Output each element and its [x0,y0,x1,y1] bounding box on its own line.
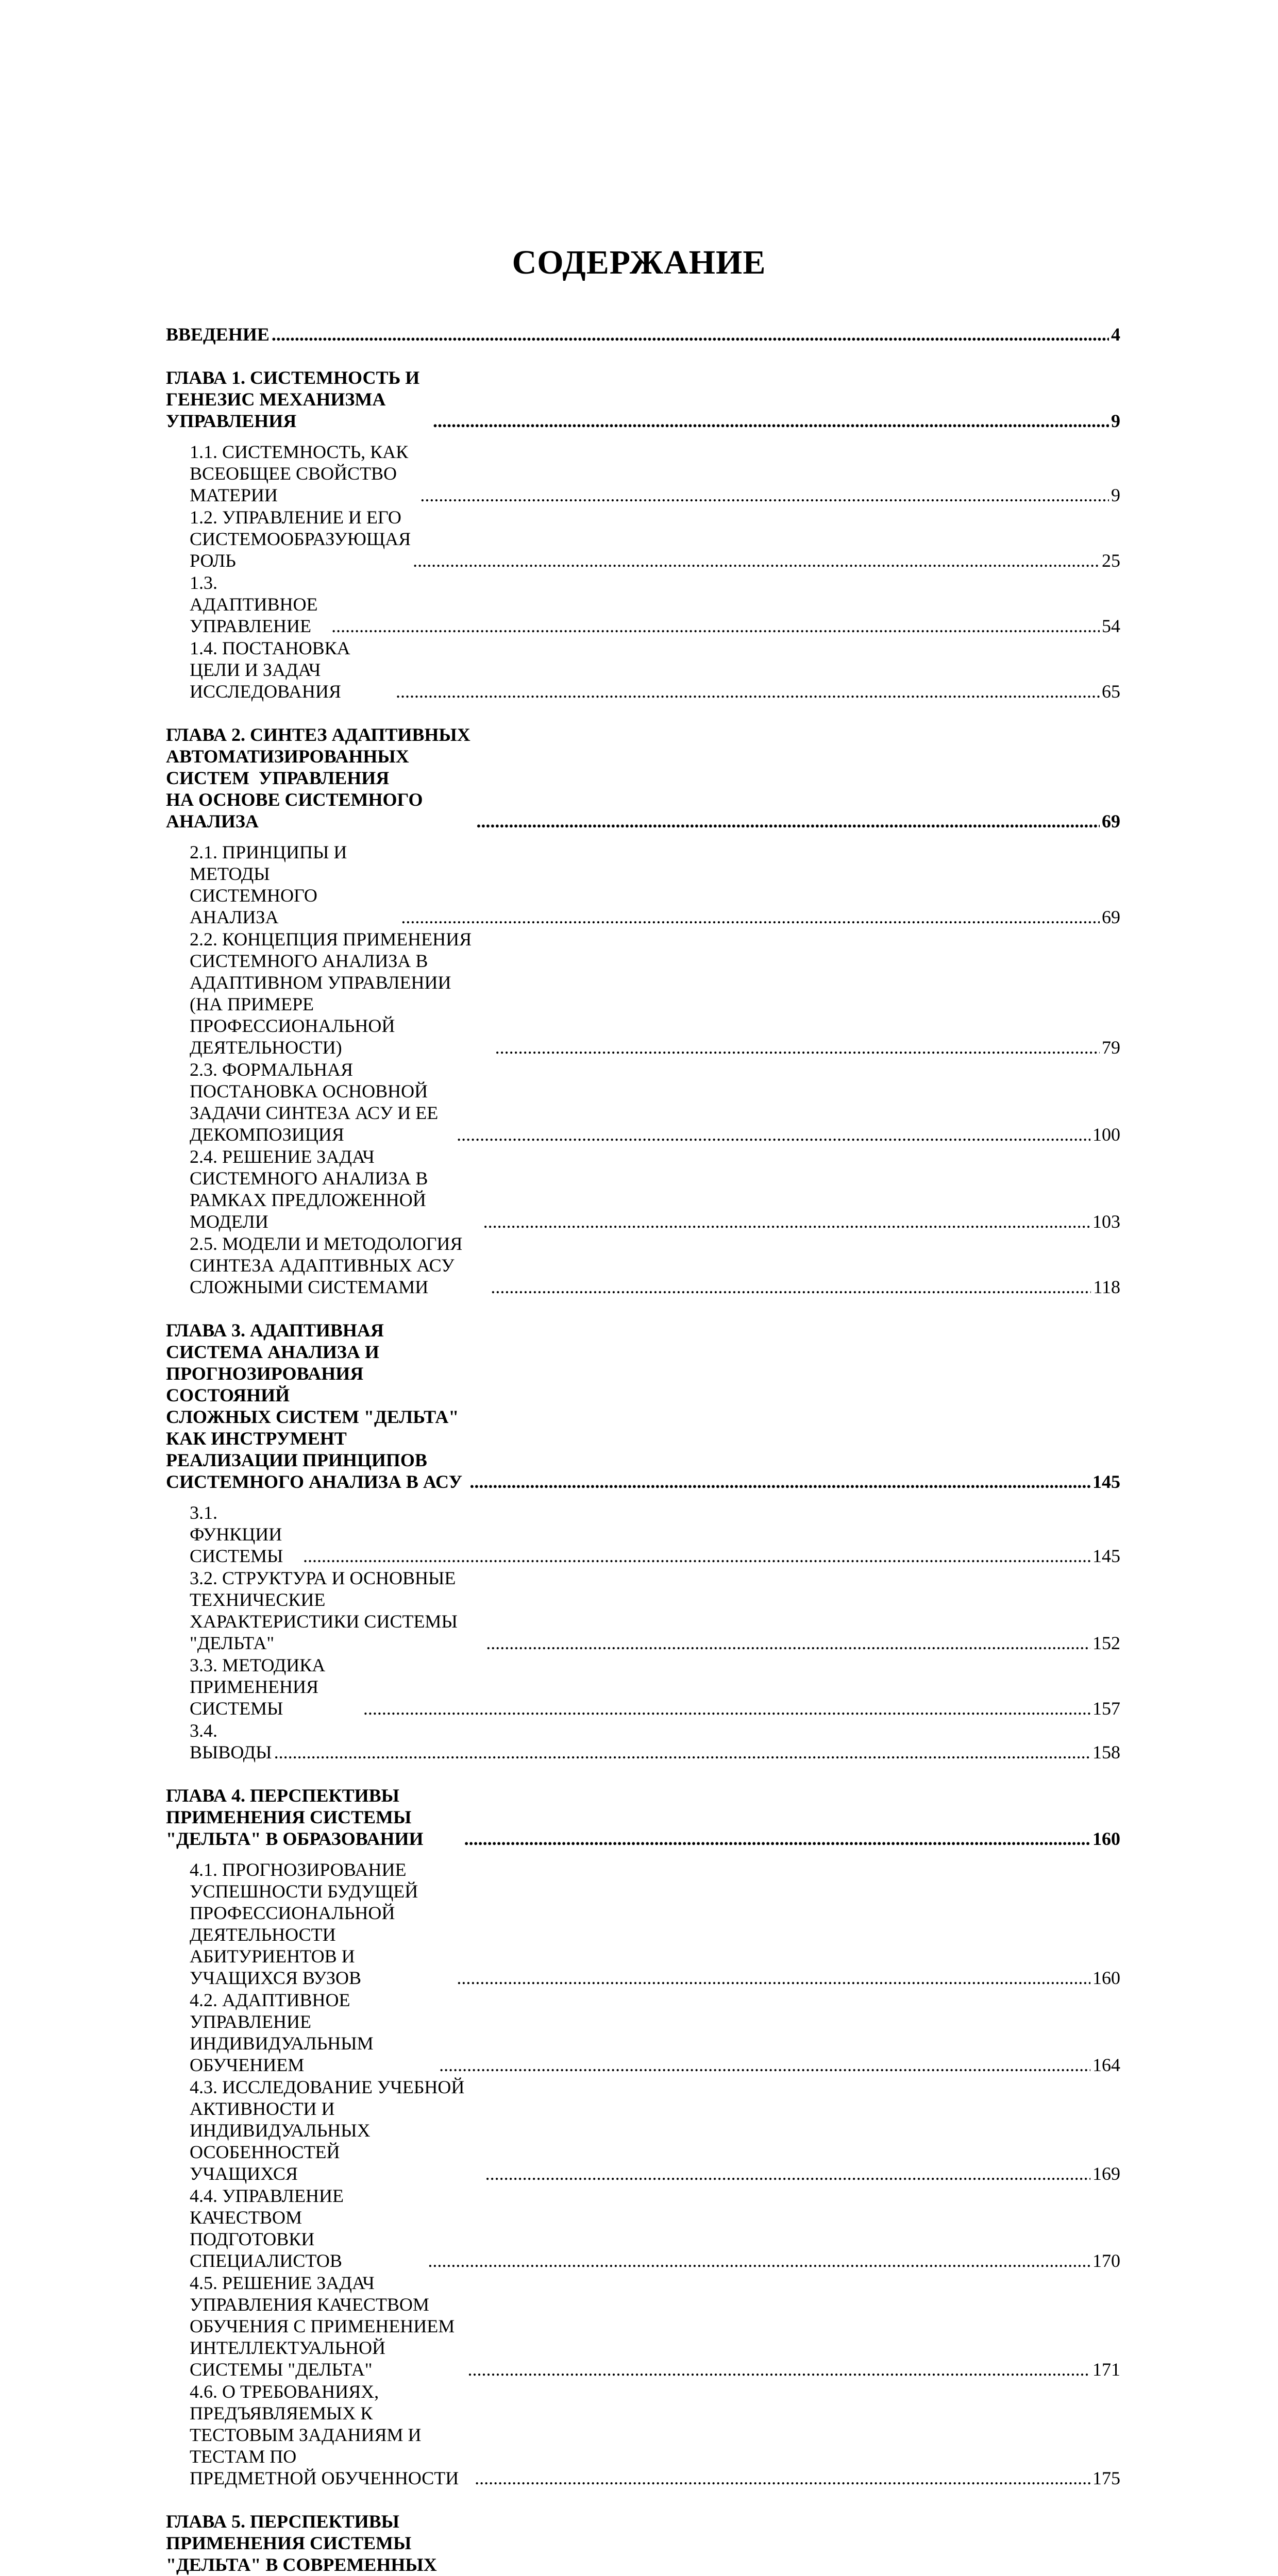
toc-page-number: 25 [1102,550,1120,571]
toc-entry-text: 2.4. РЕШЕНИЕ ЗАДАЧ СИСТЕМНОГО АНАЛИЗА В РАМКАХ ПРЕДЛОЖЕННОЙ МОДЕЛИ [190,1146,433,1232]
toc-page-number: 69 [1102,811,1120,832]
toc-entry-text: 3.1. ФУНКЦИИ СИСТЕМЫ [190,1502,287,1566]
dot-leader [457,1124,1090,1145]
dot-leader [486,1632,1090,1654]
toc-page-number [1092,2575,1120,2576]
toc-entry-text: 2.3. ФОРМАЛЬНАЯ ПОСТАНОВКА ОСНОВНОЙ ЗАДАЧИ СИНТЕЗА АСУ И ЕЕ ДЕКОМПОЗИЦИЯ [190,1059,439,1145]
toc-page-number: 152 [1092,1633,1120,1653]
toc-page-number: 79 [1102,1037,1120,1058]
toc-page-number: 65 [1102,681,1120,702]
toc-entry-text: 3.3. МЕТОДИКА ПРИМЕНЕНИЯ СИСТЕМЫ [190,1655,330,1719]
toc-chapter-2[interactable] [166,724,1120,832]
toc-entry-text: 2.5. МОДЕЛИ И МЕТОДОЛОГИЯ СИНТЕЗА АДАПТИВНЫХ АСУ СЛОЖНЫМИ СИСТЕМАМИ [190,1233,467,1297]
toc-entry-text: 4.2. АДАПТИВНОЕ УПРАВЛЕНИЕ ИНДИВИДУАЛЬНЫМ ОБУЧЕНИЕМ [190,1990,378,2075]
dot-leader [401,906,1100,928]
toc-page-number: 160 [1092,1968,1120,1988]
dot-leader [272,324,1109,345]
toc-page-number: 103 [1092,1211,1120,1232]
dot-leader [420,484,1109,506]
toc-page-number: 145 [1092,1471,1120,1492]
toc-page-number: 118 [1093,1277,1120,1297]
toc-chapter-5[interactable] [166,2511,1120,2576]
dot-leader [331,615,1100,637]
toc-section-1-1[interactable] [166,441,1120,506]
toc-chapter-1[interactable] [166,367,1120,432]
toc-section-3-1[interactable] [166,1502,1120,1567]
dot-leader [483,1211,1090,1232]
dot-leader [485,2163,1090,2184]
toc-entry-text: 2.2. КОНЦЕПЦИЯ ПРИМЕНЕНИЯ СИСТЕМНОГО АНАЛИЗА В АДАПТИВНОМ УПРАВЛЕНИИ (НА ПРИМЕРЕ ПРОФЕССИОНАЛЬНОЙ ДЕЯТЕЛЬНОСТИ) [190,929,472,1058]
dot-leader [495,1037,1100,1058]
toc-section-2-4[interactable] [166,1146,1120,1232]
toc-entry-text: 4.3. ИССЛЕДОВАНИЕ УЧЕБНОЙ АКТИВНОСТИ И ИНДИВИДУАЛЬНЫХ ОСОБЕННОСТЕЙ УЧАЩИХСЯ [190,2077,465,2184]
toc-page-number: 9 [1111,411,1120,431]
toc-entry-text: 4.4. УПРАВЛЕНИЕ КАЧЕСТВОМ ПОДГОТОВКИ СПЕЦИАЛИСТОВ [190,2185,348,2271]
toc-section-4-4[interactable] [166,2185,1120,2272]
toc-entry-text: ГЛАВА 5. ПЕРСПЕКТИВЫ ПРИМЕНЕНИЯ СИСТЕМЫ "ДЕЛЬТА" В СОВРЕМЕННЫХ [166,2511,437,2575]
toc-page-number: 100 [1092,1124,1120,1145]
toc-section-2-2[interactable] [166,928,1120,1058]
toc-page-number: 9 [1111,485,1120,505]
toc-entry-text: 4.6. О ТРЕБОВАНИЯХ, ПРЕДЪЯВЛЯЕМЫХ К ТЕСТОВЫМ ЗАДАНИЯМ И ТЕСТАМ ПО ПРЕДМЕТНОЙ ОБУЧЕННОСТИ [190,2381,459,2488]
dot-leader [303,1545,1090,1567]
toc-page-number: 171 [1092,2359,1120,2380]
dot-leader [468,2359,1090,2380]
toc-section-2-1[interactable] [166,841,1120,928]
toc-page-number: 160 [1092,1828,1120,1849]
toc-page-number: 145 [1092,1546,1120,1566]
toc-section-4-3[interactable] [166,2076,1120,2184]
toc-entry-text: 4.5. РЕШЕНИЕ ЗАДАЧ УПРАВЛЕНИЯ КАЧЕСТВОМ ОБУЧЕНИЯ С ПРИМЕНЕНИЕМ ИНТЕЛЛЕКТУАЛЬНОЙ СИСТЕМЫ "ДЕЛЬТА" [190,2273,455,2380]
dot-leader [433,410,1109,432]
table-of-contents [166,324,1120,2576]
toc-entry-text: 4.1. ПРОГНОЗИРОВАНИЕ УСПЕШНОСТИ БУДУЩЕЙ ПРОФЕССИОНАЛЬНОЙ ДЕЯТЕЛЬНОСТИ АБИТУРИЕНТОВ И УЧАЩИХСЯ ВУЗОВ [190,1859,418,1988]
toc-page-number: 158 [1092,1742,1120,1762]
toc-entry-text: 1.1. СИСТЕМНОСТЬ, КАК ВСЕОБЩЕЕ СВОЙСТВО МАТЕРИИ [190,442,413,505]
toc-page-number: 164 [1092,2055,1120,2075]
toc-page-number: 175 [1092,2468,1120,2488]
dot-leader [468,2575,1090,2576]
toc-section-4-6[interactable] [166,2381,1120,2489]
toc-entry-text: 2.1. ПРИНЦИПЫ И МЕТОДЫ СИСТЕМНОГО АНАЛИЗА [190,842,352,927]
toc-section-3-3[interactable] [166,1654,1120,1719]
toc-entry-text: ГЛАВА 1. СИСТЕМНОСТЬ И ГЕНЕЗИС МЕХАНИЗМА УПРАВЛЕНИЯ [166,367,425,431]
toc-section-3-2[interactable] [166,1567,1120,1654]
toc-chapter-4[interactable] [166,1785,1120,1850]
toc-entry-text: ГЛАВА 2. СИНТЕЗ АДАПТИВНЫХ АВТОМАТИЗИРОВАННЫХ СИСТЕМ УПРАВЛЕНИЯ НА ОСНОВЕ СИСТЕМНОГО АНАЛИЗА [166,724,470,832]
toc-section-3-4[interactable] [166,1720,1120,1763]
toc-section-1-3[interactable] [166,572,1120,637]
toc-chapter-3[interactable] [166,1319,1120,1493]
dot-leader [469,1471,1090,1493]
toc-page-number: 169 [1092,2163,1120,2184]
toc-entry-text: 3.2. СТРУКТУРА И ОСНОВНЫЕ ТЕХНИЧЕСКИЕ ХАРАКТЕРИСТИКИ СИСТЕМЫ "ДЕЛЬТА" [190,1568,462,1653]
toc-entry-text: 3.4. ВЫВОДЫ [190,1720,272,1762]
toc-page-number: 170 [1092,2250,1120,2271]
dot-leader [491,1276,1091,1298]
dot-leader [476,810,1100,832]
toc-entry-intro[interactable] [166,324,1120,345]
toc-entry-text: 1.3. АДАПТИВНОЕ УПРАВЛЕНИЕ [190,572,323,636]
dot-leader [274,1741,1090,1763]
dot-leader [363,1698,1090,1719]
toc-section-4-1[interactable] [166,1859,1120,1989]
dot-leader [464,1828,1090,1850]
toc-section-4-2[interactable] [166,1989,1120,2076]
toc-entry-text: 1.2. УПРАВЛЕНИЕ И ЕГО СИСТЕМООБРАЗУЮЩАЯ РОЛЬ [190,507,416,571]
dot-leader [457,1967,1090,1989]
dot-leader [475,2467,1090,2489]
page-title: СОДЕРЖАНИЕ [512,244,766,281]
toc-page-number: 54 [1102,616,1120,636]
toc-entry-text: ГЛАВА 4. ПЕРСПЕКТИВЫ ПРИМЕНЕНИЯ СИСТЕМЫ "ДЕЛЬТА" В ОБРАЗОВАНИИ [166,1785,424,1849]
toc-entry-text: 1.4. ПОСТАНОВКА ЦЕЛИ И ЗАДАЧ ИССЛЕДОВАНИЯ [190,638,355,702]
toc-page-number: 157 [1092,1698,1120,1719]
toc-entry-text: ГЛАВА 3. АДАПТИВНАЯ СИСТЕМА АНАЛИЗА И ПРОГНОЗИРОВАНИЯ СОСТОЯНИЙ СЛОЖНЫХ СИСТЕМ "ДЕЛЬТА" КАК ИНСТРУМЕНТ РЕАЛИЗАЦИИ ПРИНЦИПОВ СИСТЕМНОГО АНАЛИЗА В АСУ [166,1320,462,1492]
dot-leader [413,550,1100,571]
toc-page-number: 4 [1111,324,1120,345]
toc-section-2-3[interactable] [166,1059,1120,1145]
toc-section-4-5[interactable] [166,2272,1120,2380]
toc-section-1-4[interactable] [166,637,1120,702]
toc-section-1-2[interactable] [166,506,1120,571]
toc-page-number: 69 [1102,907,1120,927]
dot-leader [439,2054,1090,2076]
toc-entry-text: ВВЕДЕНИЕ [166,324,270,345]
toc-section-2-5[interactable] [166,1233,1120,1298]
dot-leader [428,2250,1090,2272]
dot-leader [396,681,1100,702]
